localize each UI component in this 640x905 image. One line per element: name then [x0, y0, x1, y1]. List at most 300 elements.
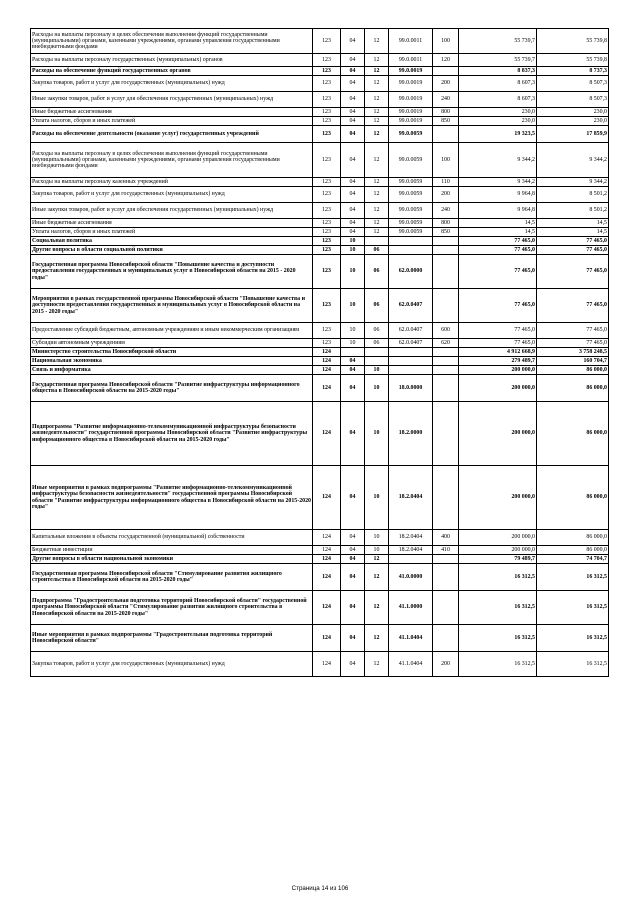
row-name: Связь и информатика [31, 366, 313, 375]
row-sum-year2: 77 465,0 [537, 339, 609, 348]
row-sum-year1: 77 465,0 [459, 323, 537, 339]
row-name: Национальная экономика [31, 357, 313, 366]
row-grbs: 124 [313, 375, 341, 402]
row-sum-year2: 9 344,2 [537, 178, 609, 187]
row-subsection: 12 [365, 108, 389, 117]
row-target-article: 62.0.0000 [389, 255, 433, 289]
row-target-article: 41.0.0000 [389, 564, 433, 591]
row-sum-year1: 77 465,0 [459, 339, 537, 348]
row-sum-year2: 77 465,0 [537, 289, 609, 323]
row-target-article: 99.0.0011 [389, 29, 433, 54]
row-subsection: 12 [365, 178, 389, 187]
row-subsection: 12 [365, 228, 389, 237]
row-name: Иные закупки товаров, работ и услуг для обеспечения государственных (муниципальных) нужд [31, 203, 313, 219]
row-section: 04 [341, 67, 365, 76]
row-expense-type [433, 289, 459, 323]
row-sum-year2: 86 000,0 [537, 546, 609, 555]
table-row [31, 237, 609, 246]
row-sum-year1: 279 489,7 [459, 357, 537, 366]
row-subsection: 12 [365, 555, 389, 564]
row-name: Капитальные вложения в объекты государственной (муниципальной) собственности [31, 530, 313, 546]
row-section: 04 [341, 76, 365, 92]
row-target-article: 99.0.0019 [389, 117, 433, 126]
row-expense-type: 100 [433, 143, 459, 178]
row-subsection: 06 [365, 339, 389, 348]
row-target-article: 99.0.0019 [389, 92, 433, 108]
row-expense-type [433, 366, 459, 375]
row-expense-type: 400 [433, 530, 459, 546]
row-section: 04 [341, 228, 365, 237]
row-section: 10 [341, 289, 365, 323]
row-sum-year1: 16 312,5 [459, 564, 537, 591]
row-name: Государственная программа Новосибирской области "Повышение качества и доступности предоставления государственных и муниципальных услуг в Новосибирской области на 2015 - 2020 годы" [31, 255, 313, 289]
table-row [31, 546, 609, 555]
row-subsection: 10 [365, 466, 389, 530]
row-grbs: 124 [313, 591, 341, 625]
row-sum-year2: 9 344,2 [537, 143, 609, 178]
row-grbs: 123 [313, 289, 341, 323]
row-grbs: 124 [313, 625, 341, 652]
row-sum-year2: 3 758 248,5 [537, 348, 609, 357]
row-sum-year1: 77 465,0 [459, 246, 537, 255]
row-target-article: 18.2.0404 [389, 466, 433, 530]
row-subsection: 10 [365, 402, 389, 466]
table-row [31, 375, 609, 402]
table-row [31, 108, 609, 117]
table-row [31, 126, 609, 143]
row-subsection: 12 [365, 54, 389, 67]
row-expense-type: 200 [433, 652, 459, 677]
row-section: 04 [341, 466, 365, 530]
row-expense-type [433, 591, 459, 625]
row-target-article: 99.0.0059 [389, 203, 433, 219]
row-sum-year1: 200 000,0 [459, 375, 537, 402]
row-name: Расходы на выплаты персоналу в целях обеспечения выполнения функций государственными (муниципальными) органами, казенными учреждениями, органами управления государственными внебюджетными фондами [31, 29, 313, 54]
row-section: 04 [341, 625, 365, 652]
table-row [31, 555, 609, 564]
table-row [31, 564, 609, 591]
row-expense-type [433, 625, 459, 652]
row-grbs: 123 [313, 339, 341, 348]
table-row [31, 92, 609, 108]
row-name: Социальная политика [31, 237, 313, 246]
row-target-article: 18.2.0404 [389, 546, 433, 555]
row-sum-year2: 8 507,3 [537, 76, 609, 92]
row-target-article: 99.0.0059 [389, 187, 433, 203]
row-target-article: 18.0.0000 [389, 375, 433, 402]
row-section: 04 [341, 29, 365, 54]
row-sum-year1: 8 607,3 [459, 92, 537, 108]
row-target-article: 62.0.0407 [389, 323, 433, 339]
table-row [31, 143, 609, 178]
row-name: Мероприятия в рамках государственной программы Новосибирской области "Повышение качества и доступности предоставления государственных и муниципальных услуг в Новосибирской области на 2015 - 2020 годы" [31, 289, 313, 323]
row-subsection: 12 [365, 76, 389, 92]
row-sum-year1: 9 344,2 [459, 178, 537, 187]
row-subsection: 12 [365, 126, 389, 143]
table-row [31, 187, 609, 203]
row-sum-year1: 16 312,5 [459, 625, 537, 652]
row-grbs: 123 [313, 237, 341, 246]
row-name: Другие вопросы в области национальной экономики [31, 555, 313, 564]
row-target-article: 41.1.0000 [389, 591, 433, 625]
row-sum-year2: 77 465,0 [537, 237, 609, 246]
table-row [31, 402, 609, 466]
table-row [31, 357, 609, 366]
row-target-article: 99.0.0059 [389, 219, 433, 228]
row-expense-type [433, 375, 459, 402]
row-subsection: 06 [365, 255, 389, 289]
row-subsection: 12 [365, 652, 389, 677]
row-name: Иные закупки товаров, работ и услуг для обеспечения государственных (муниципальных) нужд [31, 92, 313, 108]
row-sum-year1: 230,0 [459, 117, 537, 126]
row-expense-type: 800 [433, 219, 459, 228]
table-row [31, 323, 609, 339]
row-name: Другие вопросы в области социальной политики [31, 246, 313, 255]
row-name: Предоставление субсидий бюджетным, автономным учреждениям и иным некоммерческим организациям [31, 323, 313, 339]
row-sum-year1: 16 312,5 [459, 652, 537, 677]
row-sum-year1: 230,0 [459, 108, 537, 117]
row-subsection: 12 [365, 187, 389, 203]
row-grbs: 124 [313, 357, 341, 366]
table-row [31, 339, 609, 348]
row-subsection: 10 [365, 366, 389, 375]
row-grbs: 124 [313, 564, 341, 591]
row-sum-year2: 16 312,5 [537, 591, 609, 625]
row-section: 04 [341, 375, 365, 402]
row-grbs: 123 [313, 76, 341, 92]
row-name: Закупка товаров, работ и услуг для государственных (муниципальных) нужд [31, 652, 313, 677]
row-sum-year1: 4 912 668,9 [459, 348, 537, 357]
row-expense-type: 100 [433, 29, 459, 54]
row-expense-type [433, 237, 459, 246]
row-grbs: 123 [313, 246, 341, 255]
row-name: Расходы на выплаты персоналу в целях обеспечения выполнения функций государственными (муниципальными) органами, казенными учреждениями, органами управления государственными внебюджетными фондами [31, 143, 313, 178]
row-sum-year2: 16 312,5 [537, 564, 609, 591]
row-grbs: 124 [313, 530, 341, 546]
row-sum-year2: 16 312,5 [537, 625, 609, 652]
row-section: 04 [341, 108, 365, 117]
row-expense-type: 850 [433, 117, 459, 126]
row-target-article: 62.0.0407 [389, 339, 433, 348]
row-name: Субсидии автономным учреждениям [31, 339, 313, 348]
row-target-article: 62.0.0407 [389, 289, 433, 323]
row-grbs: 123 [313, 228, 341, 237]
row-expense-type: 120 [433, 54, 459, 67]
row-target-article: 18.2.0404 [389, 530, 433, 546]
row-section: 04 [341, 92, 365, 108]
row-section: 04 [341, 546, 365, 555]
row-subsection: 12 [365, 203, 389, 219]
table-row [31, 366, 609, 375]
row-sum-year1: 9 344,2 [459, 143, 537, 178]
row-expense-type: 240 [433, 92, 459, 108]
row-grbs: 123 [313, 178, 341, 187]
row-target-article [389, 246, 433, 255]
row-name: Расходы на обеспечение деятельности (оказание услуг) государственных учреждений [31, 126, 313, 143]
row-sum-year2: 77 465,0 [537, 255, 609, 289]
row-grbs: 123 [313, 92, 341, 108]
row-section: 04 [341, 187, 365, 203]
row-sum-year2: 86 000,0 [537, 366, 609, 375]
row-subsection [365, 237, 389, 246]
row-section: 04 [341, 357, 365, 366]
row-name: Уплата налогов, сборов и иных платежей [31, 228, 313, 237]
row-sum-year1: 16 312,5 [459, 591, 537, 625]
table-row [31, 652, 609, 677]
row-grbs: 124 [313, 555, 341, 564]
row-target-article: 99.0.0019 [389, 67, 433, 76]
row-sum-year2: 77 465,0 [537, 323, 609, 339]
table-row [31, 246, 609, 255]
row-expense-type [433, 357, 459, 366]
row-section [341, 348, 365, 357]
row-sum-year2: 160 704,7 [537, 357, 609, 366]
row-sum-year1: 9 964,8 [459, 187, 537, 203]
table-row [31, 255, 609, 289]
table-row [31, 76, 609, 92]
table-row [31, 54, 609, 67]
row-subsection: 06 [365, 246, 389, 255]
row-target-article: 99.0.0059 [389, 126, 433, 143]
row-grbs: 123 [313, 117, 341, 126]
table-row [31, 289, 609, 323]
row-section: 04 [341, 591, 365, 625]
row-section: 04 [341, 530, 365, 546]
row-grbs: 124 [313, 652, 341, 677]
row-grbs: 124 [313, 402, 341, 466]
row-grbs: 123 [313, 203, 341, 219]
row-target-article: 99.0.0019 [389, 76, 433, 92]
row-sum-year2: 14,5 [537, 228, 609, 237]
row-sum-year1: 19 323,5 [459, 126, 537, 143]
row-subsection: 10 [365, 530, 389, 546]
row-name: Закупка товаров, работ и услуг для государственных (муниципальных) нужд [31, 187, 313, 203]
row-grbs: 124 [313, 546, 341, 555]
row-name: Иные мероприятия в рамках подпрограммы "Развитие информационно-телекоммуникационной инфраструктуры безопасности жизнедеятельности" государственной программы Новосибирской области "Развитие инфраструктуры информационного общества в Новосибирской области на 2015-2020 годы" [31, 466, 313, 530]
row-name: Иные бюджетные ассигнования [31, 108, 313, 117]
row-name: Расходы на обеспечение функций государственных органов [31, 67, 313, 76]
row-grbs: 124 [313, 366, 341, 375]
row-subsection: 12 [365, 92, 389, 108]
table-row [31, 29, 609, 54]
row-grbs: 124 [313, 348, 341, 357]
table-row [31, 228, 609, 237]
table-row [31, 67, 609, 76]
row-grbs: 123 [313, 29, 341, 54]
row-section: 04 [341, 366, 365, 375]
row-section: 10 [341, 339, 365, 348]
row-expense-type [433, 348, 459, 357]
row-sum-year2: 86 000,0 [537, 466, 609, 530]
row-sum-year1: 8 837,3 [459, 67, 537, 76]
row-sum-year2: 77 465,0 [537, 246, 609, 255]
row-expense-type: 850 [433, 228, 459, 237]
row-target-article: 99.0.0059 [389, 143, 433, 178]
row-name: Подпрограмма "Развитие информационно-телекоммуникационной инфраструктуры безопасности жизнедеятельности" государственной программы Новосибирской области "Развитие инфраструктуры информационного общества в Новосибирской области на 2015-2020 годы" [31, 402, 313, 466]
row-expense-type [433, 246, 459, 255]
row-section: 10 [341, 255, 365, 289]
row-target-article: 99.0.0011 [389, 54, 433, 67]
row-sum-year1: 200 000,0 [459, 546, 537, 555]
row-subsection: 06 [365, 289, 389, 323]
row-expense-type [433, 402, 459, 466]
row-target-article: 41.1.0404 [389, 652, 433, 677]
row-target-article: 18.2.0000 [389, 402, 433, 466]
row-sum-year2: 17 859,9 [537, 126, 609, 143]
row-sum-year2: 86 000,0 [537, 375, 609, 402]
row-grbs: 124 [313, 466, 341, 530]
row-expense-type [433, 126, 459, 143]
row-sum-year2: 14,5 [537, 219, 609, 228]
row-subsection: 06 [365, 323, 389, 339]
row-target-article [389, 237, 433, 246]
row-sum-year2: 8 507,3 [537, 92, 609, 108]
row-sum-year1: 200 000,0 [459, 366, 537, 375]
row-sum-year2: 86 000,0 [537, 530, 609, 546]
row-section: 04 [341, 564, 365, 591]
row-sum-year1: 200 000,0 [459, 466, 537, 530]
row-section: 04 [341, 178, 365, 187]
row-expense-type: 200 [433, 187, 459, 203]
row-name: Уплата налогов, сборов и иных платежей [31, 117, 313, 126]
row-sum-year2: 230,0 [537, 117, 609, 126]
row-name: Бюджетные инвестиции [31, 546, 313, 555]
row-section: 10 [341, 323, 365, 339]
budget-table [30, 28, 609, 677]
row-subsection: 12 [365, 625, 389, 652]
row-expense-type: 200 [433, 76, 459, 92]
row-name: Государственная программа Новосибирской области "Стимулирование развития жилищного строительства в Новосибирской области на 2015-2020 годы" [31, 564, 313, 591]
row-sum-year2: 8 501,2 [537, 187, 609, 203]
row-grbs: 123 [313, 219, 341, 228]
row-subsection: 12 [365, 143, 389, 178]
row-subsection [365, 348, 389, 357]
row-section: 04 [341, 126, 365, 143]
table-row [31, 348, 609, 357]
row-sum-year1: 9 964,8 [459, 203, 537, 219]
row-grbs: 123 [313, 54, 341, 67]
row-sum-year1: 77 465,0 [459, 255, 537, 289]
row-subsection: 12 [365, 564, 389, 591]
row-grbs: 123 [313, 323, 341, 339]
row-sum-year1: 200 000,0 [459, 530, 537, 546]
row-name: Иные мероприятия в рамках подпрограммы "Градостроительная подготовка территорий Новосибирской области" [31, 625, 313, 652]
row-section: 04 [341, 203, 365, 219]
row-name: Иные бюджетные ассигнования [31, 219, 313, 228]
row-section: 04 [341, 555, 365, 564]
row-expense-type [433, 466, 459, 530]
row-expense-type [433, 255, 459, 289]
row-expense-type: 620 [433, 339, 459, 348]
row-subsection [365, 357, 389, 366]
row-sum-year1: 14,5 [459, 228, 537, 237]
page-number: Страница 14 из 106 [291, 885, 349, 892]
row-subsection: 12 [365, 219, 389, 228]
row-section: 04 [341, 402, 365, 466]
table-row [31, 178, 609, 187]
row-grbs: 123 [313, 187, 341, 203]
row-target-article [389, 348, 433, 357]
row-expense-type: 800 [433, 108, 459, 117]
row-target-article: 41.1.0404 [389, 625, 433, 652]
row-sum-year2: 74 704,7 [537, 555, 609, 564]
row-section: 04 [341, 652, 365, 677]
row-sum-year1: 14,5 [459, 219, 537, 228]
row-expense-type: 600 [433, 323, 459, 339]
table-row [31, 203, 609, 219]
row-section: 04 [341, 143, 365, 178]
row-subsection: 10 [365, 375, 389, 402]
row-target-article: 99.0.0059 [389, 178, 433, 187]
row-sum-year2: 8 501,2 [537, 203, 609, 219]
table-row [31, 219, 609, 228]
table-row [31, 466, 609, 530]
row-sum-year2: 86 000,0 [537, 402, 609, 466]
row-section: 04 [341, 117, 365, 126]
row-sum-year1: 8 607,3 [459, 76, 537, 92]
row-name: Расходы на выплаты персоналу казенных учреждений [31, 178, 313, 187]
row-expense-type [433, 564, 459, 591]
row-sum-year2: 16 312,5 [537, 652, 609, 677]
row-expense-type: 110 [433, 178, 459, 187]
row-section: 10 [341, 237, 365, 246]
row-sum-year1: 200 000,0 [459, 402, 537, 466]
row-grbs: 123 [313, 126, 341, 143]
row-subsection: 12 [365, 67, 389, 76]
row-sum-year2: 55 739,8 [537, 54, 609, 67]
row-section: 10 [341, 246, 365, 255]
row-sum-year1: 77 465,0 [459, 237, 537, 246]
row-sum-year2: 55 739,8 [537, 29, 609, 54]
row-sum-year2: 8 737,3 [537, 67, 609, 76]
row-sum-year1: 55 739,7 [459, 54, 537, 67]
row-grbs: 123 [313, 143, 341, 178]
budget-table-body [31, 29, 609, 677]
row-subsection: 12 [365, 117, 389, 126]
row-subsection: 10 [365, 546, 389, 555]
row-sum-year1: 55 739,7 [459, 29, 537, 54]
row-section: 04 [341, 219, 365, 228]
row-target-article: 99.0.0059 [389, 228, 433, 237]
row-expense-type: 410 [433, 546, 459, 555]
row-name: Министерство строительства Новосибирской области [31, 348, 313, 357]
row-sum-year1: 77 465,0 [459, 289, 537, 323]
table-row [31, 625, 609, 652]
table-row [31, 530, 609, 546]
row-grbs: 123 [313, 255, 341, 289]
row-section: 04 [341, 54, 365, 67]
row-expense-type: 240 [433, 203, 459, 219]
row-subsection: 12 [365, 591, 389, 625]
row-target-article [389, 357, 433, 366]
table-row [31, 591, 609, 625]
row-target-article [389, 366, 433, 375]
row-sum-year2: 230,0 [537, 108, 609, 117]
row-name: Закупка товаров, работ и услуг для государственных (муниципальных) нужд [31, 76, 313, 92]
row-expense-type [433, 67, 459, 76]
row-name: Подпрограмма "Градостроительная подготовка территорий Новосибирской области" государственной программы Новосибирской области "Стимулирование развития жилищного строительства в Новосибирской области на 2015-2020 годы" [31, 591, 313, 625]
row-name: Государственная программа Новосибирской области "Развитие инфраструктуры информационного общества в Новосибирской области на 2015-2020 годы" [31, 375, 313, 402]
row-target-article: 99.0.0019 [389, 108, 433, 117]
row-expense-type [433, 555, 459, 564]
row-grbs: 123 [313, 67, 341, 76]
row-sum-year1: 79 489,7 [459, 555, 537, 564]
row-grbs: 123 [313, 108, 341, 117]
table-row [31, 117, 609, 126]
row-subsection: 12 [365, 29, 389, 54]
row-target-article [389, 555, 433, 564]
row-name: Расходы на выплаты персоналу государственных (муниципальных) органов [31, 54, 313, 67]
